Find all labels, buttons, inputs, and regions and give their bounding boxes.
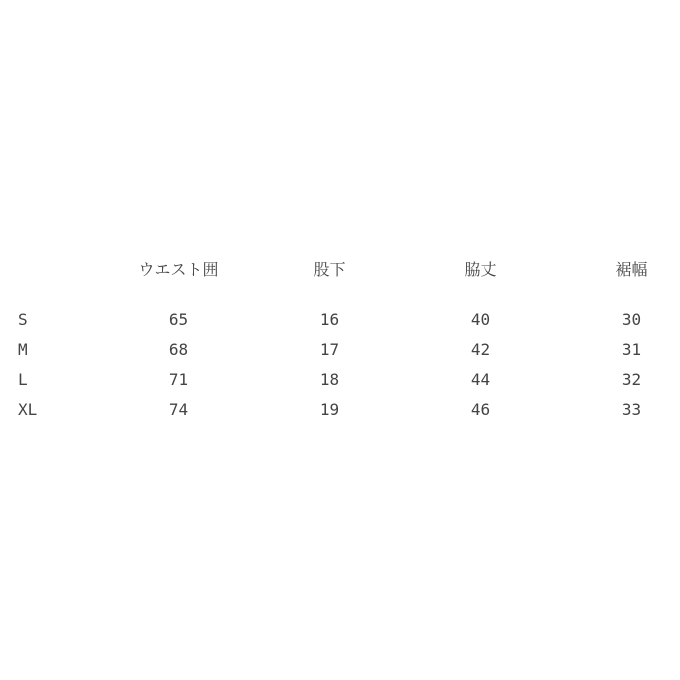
measurement-value: 68 <box>168 340 189 359</box>
table-row-m <box>0 335 680 365</box>
measurement-value: 16 <box>319 310 340 329</box>
measurement-value: 71 <box>168 370 189 389</box>
measurement-value: 30 <box>621 310 642 329</box>
measurement-value: 17 <box>319 340 340 359</box>
measurement-value: 42 <box>470 340 491 359</box>
measurement-value: 74 <box>168 400 189 419</box>
size-label: M <box>18 340 28 359</box>
measurement-value: 33 <box>621 400 642 419</box>
size-chart-table <box>0 255 680 425</box>
measurement-value: 18 <box>319 370 340 389</box>
measurement-value: 19 <box>319 400 340 419</box>
measurement-value: 46 <box>470 400 491 419</box>
table-row-l <box>0 365 680 395</box>
size-label: L <box>18 370 28 389</box>
table-row-xl <box>0 395 680 425</box>
column-header-side-length: 脇丈 <box>464 260 497 279</box>
column-header-hem-width: 裾幅 <box>615 260 648 279</box>
measurement-value: 44 <box>470 370 491 389</box>
measurement-value: 40 <box>470 310 491 329</box>
column-header-inseam: 股下 <box>313 260 346 279</box>
size-label: XL <box>18 400 38 419</box>
size-chart-header-row <box>0 255 680 285</box>
measurement-value: 31 <box>621 340 642 359</box>
measurement-value: 65 <box>168 310 189 329</box>
column-header-waist: ウエスト囲 <box>138 260 219 279</box>
measurement-value: 32 <box>621 370 642 389</box>
table-row-s <box>0 305 680 335</box>
size-label: S <box>18 310 28 329</box>
